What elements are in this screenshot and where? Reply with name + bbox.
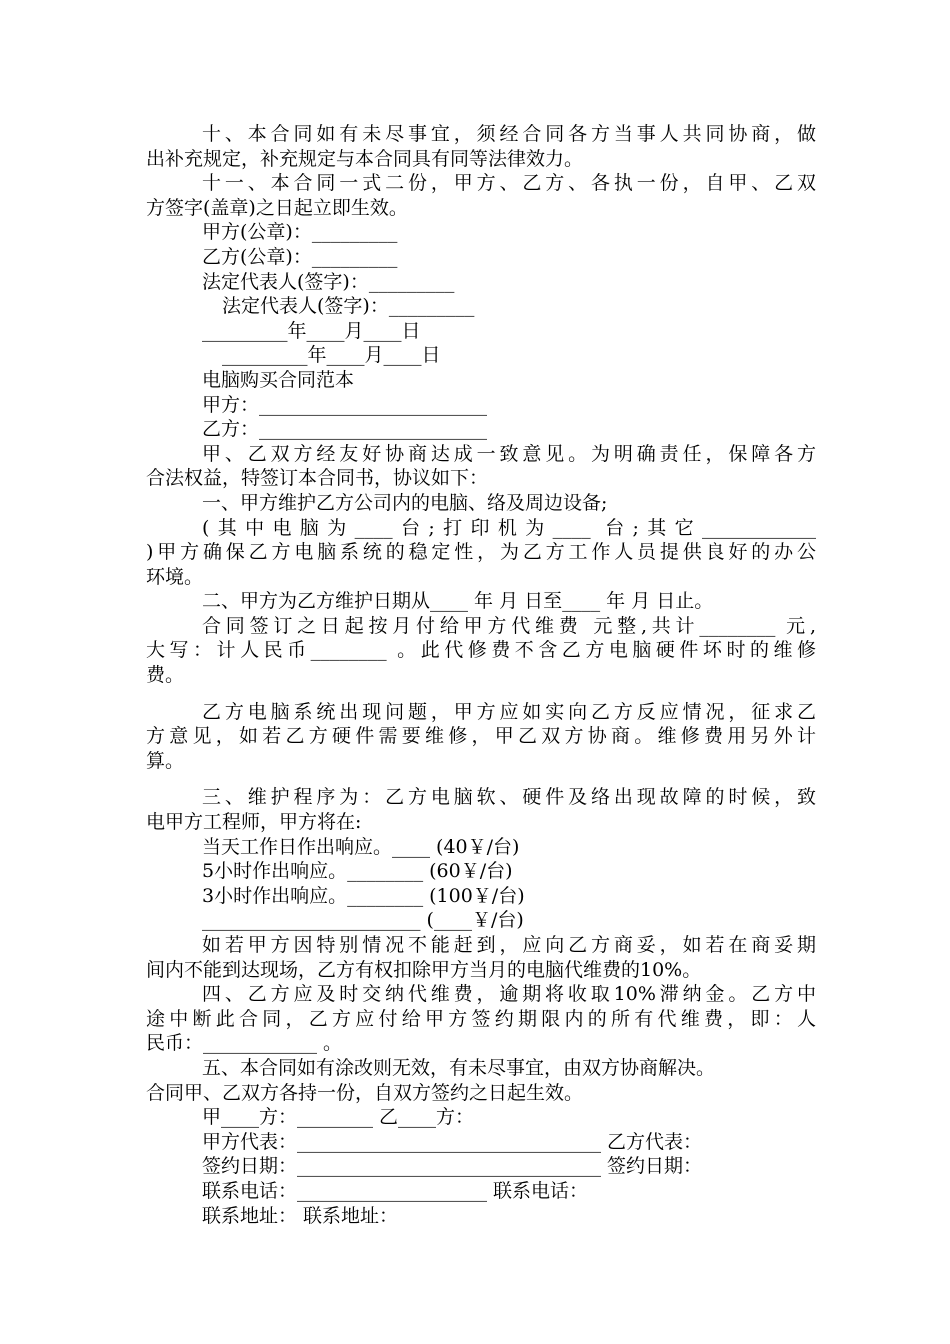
text-line: 间内不能到达现场，乙方有权扣除甲方当月的电脑代维费的10%。 bbox=[146, 958, 702, 981]
text-line: 联系电话：____________________ 联系电话： bbox=[202, 1179, 589, 1202]
text-line: 3小时作出响应。________ (100￥/台) bbox=[202, 884, 525, 907]
text-line: 如若甲方因特别情况不能赶到，应向乙方商妥，如若在商妥期 bbox=[202, 934, 816, 956]
text-line: 乙方(公章)：_________ bbox=[202, 245, 398, 268]
text-line: 合同签订之日起按月付给甲方代维费 元整,共计________ 元, bbox=[202, 614, 816, 637]
text-line: _______________________ (____￥/台) bbox=[202, 909, 524, 932]
text-line: 三、维护程序为：乙方电脑软、硬件及络出现故障的时候，致 bbox=[202, 786, 816, 809]
text-line: 电脑购买合同范本 bbox=[202, 368, 355, 391]
text-line: 联系地址： 联系地址： bbox=[202, 1204, 399, 1227]
text-line: 甲方：________________________ bbox=[202, 393, 488, 416]
text-line: (其中电脑为____台;打印机为____ 台;其它____________ bbox=[202, 516, 816, 539]
text-line: 甲方(公章)：_________ bbox=[202, 221, 398, 244]
text-line: 大写：计人民币________ 。此代修费不含乙方电脑硬件坏时的维修 bbox=[146, 639, 816, 662]
text-line: 二、甲方为乙方维护日期从____ 年 月 日至____ 年 月 日止。 bbox=[202, 590, 714, 613]
text-line: )甲方确保乙方电脑系统的稳定性，为乙方工作人员提供良好的办公 bbox=[146, 541, 816, 564]
text-line: 环境。 bbox=[146, 565, 204, 588]
contract-document bbox=[146, 122, 816, 1228]
text-line: 算。 bbox=[146, 749, 185, 772]
text-line: 方签字(盖章)之日起立即生效。 bbox=[146, 196, 408, 219]
text-line: 合同甲、乙双方各持一份，自双方签约之日起生效。 bbox=[146, 1081, 584, 1104]
text-line: 法定代表人(签字)：_________ bbox=[222, 295, 475, 318]
text-line: _________年____月____日 bbox=[222, 344, 441, 367]
text-line: 甲、乙双方经友好协商达成一致意见。为明确责任，保障各方 bbox=[202, 442, 816, 465]
text-line: 甲方代表：________________________________ 乙方代表： bbox=[202, 1130, 703, 1153]
text-line: 电甲方工程师，甲方将在: bbox=[146, 811, 362, 834]
text-line: _________年____月____日 bbox=[202, 319, 421, 342]
text-line: 当天工作日作出响应。____ (40￥/台) bbox=[202, 835, 520, 858]
text-line: 5小时作出响应。________ (60￥/台) bbox=[202, 860, 513, 883]
text-line: 十一、本合同一式二份，甲方、乙方、各执一份，自甲、乙双 bbox=[202, 172, 816, 195]
text-line: 乙方：________________________ bbox=[202, 418, 488, 441]
text-line: 出补充规定，补充规定与本合同具有同等法律效力。 bbox=[146, 147, 584, 170]
text-line: 途中断此合同，乙方应付给甲方签约期限内的所有代维费，即：人 bbox=[146, 1007, 816, 1030]
text-line: 乙方电脑系统出现问题，甲方应如实向乙方反应情况，征求乙 bbox=[202, 700, 816, 723]
text-line: 四、乙方应及时交纳代维费，逾期将收取10%滞纳金。乙方中 bbox=[202, 983, 816, 1006]
text-line: 合法权益，特签订本合同书，协议如下： bbox=[146, 467, 489, 490]
text-line: 十、本合同如有未尽事宜，须经合同各方当事人共同协商，做 bbox=[202, 123, 816, 145]
text-line: 方意见，如若乙方硬件需要维修，甲乙双方协商。维修费用另外计 bbox=[146, 725, 816, 748]
text-line: 民币：____________ 。 bbox=[146, 1032, 343, 1055]
text-line: 一、甲方维护乙方公司内的电脑、络及周边设备; bbox=[202, 491, 608, 514]
text-line: 签约日期：________________________________ 签约日期： bbox=[202, 1155, 703, 1178]
text-line: 五、本合同如有涂改则无效，有未尽事宜，由双方协商解决。 bbox=[202, 1056, 716, 1079]
text-line: 费。 bbox=[146, 664, 185, 687]
text-line: 法定代表人(签字)：_________ bbox=[202, 270, 455, 293]
text-line: 甲____方：________ 乙____方： bbox=[202, 1106, 475, 1129]
